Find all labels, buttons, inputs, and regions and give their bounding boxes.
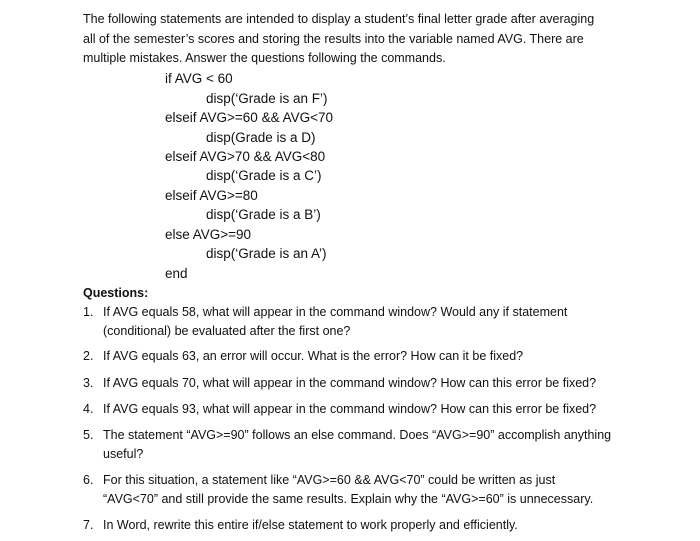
code-line: else AVG>=90 — [165, 227, 252, 242]
question-text: In Word, rewrite this entire if/else statement to work properly and efficiently. — [103, 518, 518, 532]
intro-paragraph — [83, 10, 663, 69]
question-item — [83, 347, 673, 366]
code-line: elseif AVG>70 && AVG<80 — [165, 149, 326, 164]
question-number: 1. — [83, 305, 94, 319]
question-number: 2. — [83, 349, 94, 363]
intro-line: The following statements are intended to display a student’s final letter grade after averaging — [83, 12, 595, 26]
question-item — [83, 374, 673, 393]
intro-line: multiple mistakes. Answer the questions following the commands. — [83, 51, 446, 65]
question-text: If AVG equals 63, an error will occur. What is the error? How can it be fixed? — [103, 349, 524, 363]
question-text: The statement “AVG>=90” follows an else command. Does “AVG>=90” accomplish anything — [103, 428, 612, 442]
code-line: elseif AVG>=60 && AVG<70 — [165, 110, 333, 125]
question-item — [83, 303, 673, 341]
code-line: disp(‘Grade is a B’) — [206, 207, 321, 222]
question-text: If AVG equals 58, what will appear in the command window? Would any if statement — [103, 305, 568, 319]
question-text: If AVG equals 70, what will appear in the command window? How can this error be fixed? — [103, 376, 597, 390]
code-line: end — [165, 266, 188, 281]
question-item — [83, 400, 673, 419]
question-number: 3. — [83, 376, 94, 390]
question-number: 6. — [83, 473, 94, 487]
question-item — [83, 426, 673, 464]
question-item — [83, 516, 673, 535]
intro-line: all of the semester’s scores and storing the results into the variable named AVG. There are — [83, 31, 584, 46]
code-line: disp(‘Grade is an F’) — [206, 91, 328, 106]
question-number: 4. — [83, 402, 94, 416]
code-line: disp(‘Grade is a C’) — [206, 168, 322, 183]
code-line: if AVG < 60 — [165, 71, 233, 86]
code-line: disp(Grade is a D) — [206, 130, 316, 145]
question-text: If AVG equals 93, what will appear in the command window? How can this error be fixed? — [103, 402, 597, 416]
question-text: “AVG<70” and still provide the same results. Explain why the “AVG>=60” is unnecessary. — [103, 492, 594, 506]
question-item — [83, 471, 673, 509]
question-number: 7. — [83, 518, 94, 532]
questions-heading: Questions: — [83, 286, 149, 300]
question-text: useful? — [103, 447, 144, 461]
question-text: For this situation, a statement like “AVG>=60 && AVG<70” could be written as just — [103, 473, 556, 487]
question-number: 5. — [83, 428, 94, 442]
code-line: elseif AVG>=80 — [165, 188, 258, 203]
question-text: (conditional) be evaluated after the first one? — [103, 324, 351, 338]
code-line: disp(‘Grade is an A’) — [206, 246, 327, 261]
